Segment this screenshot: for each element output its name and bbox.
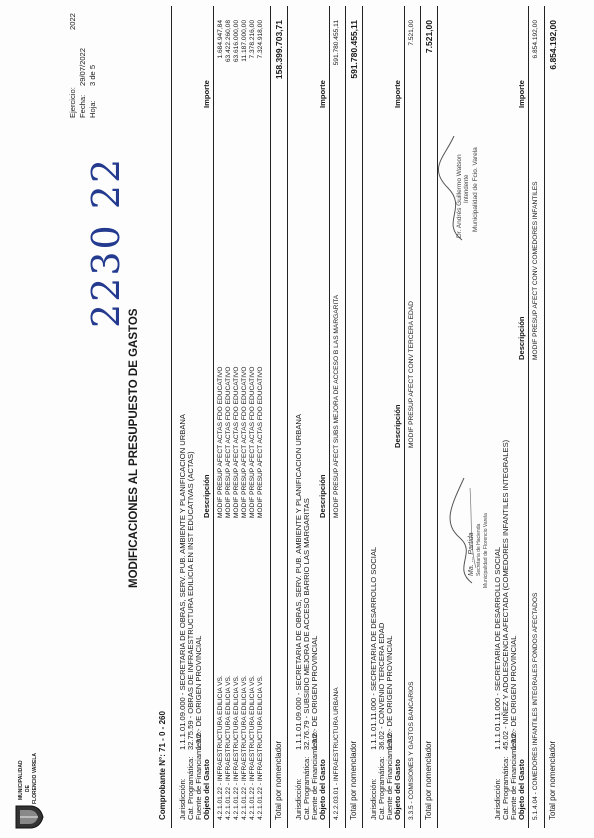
fuente-label: Fuente de Financiamiento:: [194, 730, 203, 820]
table-row-importe: 7.521,00: [408, 20, 415, 46]
section2-total: 591.780.455,11: [349, 20, 359, 79]
table-row-descripcion: MODIF PRESUP AFECT ACTAS FDO EDUCATIVO: [257, 366, 264, 518]
objeto-header: Objeto del Gasto: [393, 759, 402, 820]
table-row-descripcion: MODIF PRESUP AFECT SUBS MEJORA DE ACCESO B LAS MARGARITA: [333, 294, 340, 518]
comprobante-label: Comprobante N°:: [158, 754, 167, 820]
descripcion-header: Descripción: [393, 404, 402, 448]
header-divider: [171, 6, 172, 828]
table-row-importe: 63.422.260,08: [225, 20, 232, 63]
section3-jurisdiccion: 1.1.1.01.11.000 - SECRETARIA DE DESARROLLO SOCIAL: [369, 546, 378, 750]
comprobante-value: 71 - 0 - 260: [158, 711, 167, 752]
section3-fuente: 1.3.2 - DE ORIGEN PROVINCIAL: [385, 635, 394, 750]
section1-total: 158.399.703,71: [274, 20, 284, 80]
signature-right-line-3: Municipalidad de Fcio. Varela: [472, 147, 479, 232]
section3-total: 7.521,00: [424, 20, 434, 54]
table-row-importe: 7.324.918,00: [257, 20, 264, 59]
section2-header-divider: [329, 6, 330, 828]
total-por-nomenclador-label: Total por nomenclador: [424, 740, 433, 820]
table-row-objeto: 4.2.2.03.01 - INFRAESTRUCTURA URBANA: [333, 687, 340, 820]
section2-end-divider: [362, 6, 363, 828]
section3-header-divider: [404, 6, 405, 828]
page-title: MODIFICACIONES AL PRESUPUESTO DE GASTOS: [128, 308, 140, 588]
section1-end-divider: [287, 6, 288, 828]
section4-cat-programatica: 45.02 - NIÑEZ Y ADOLESCENCIA AFECTADA (COMEDORES INFANTILES INTEGRALES): [501, 439, 510, 750]
objeto-header: Objeto del Gasto: [202, 759, 211, 820]
fecha-value: 29/07/2022: [78, 47, 87, 86]
fuente-label: Fuente de Financiamiento:: [310, 730, 319, 820]
total-por-nomenclador-label: Total por nomenclador: [548, 740, 557, 820]
table-row-objeto: 3.3.5 - COMISIONES Y GASTOS BANCARIOS: [408, 681, 415, 820]
table-row-descripcion: MODIF PRESUP AFECT ACTAS FDO EDUCATIVO: [249, 366, 256, 518]
importe-header: Importe: [318, 80, 327, 108]
stamp-number: 2230 22: [84, 156, 128, 328]
section4-jurisdiccion: 1.1.1.01.11.000 - SECRETARIA DE DESARROLLO SOCIAL: [493, 546, 502, 750]
section1-fuente: 1.3.2 - DE ORIGEN PROVINCIAL: [194, 635, 203, 750]
table-row-objeto: 4.2.1.01.22 - INFRAESTRUCTURA EDILICIA VS.: [225, 675, 232, 820]
signature-left-line-3: Municipalidad de Florencio Varela: [483, 513, 489, 588]
section2-jurisdiccion: 1.1.1.01.09.000 - SECRETARIA DE OBRAS, SERV. PUB. AMBIENTE Y PLANIFICACION URBANA: [294, 414, 303, 750]
importe-header: Importe: [393, 80, 402, 108]
table-row-descripcion: MODIF PRESUP AFECT ACTAS FDO EDUCATIVO: [233, 366, 240, 518]
section2-cat-programatica: 32.76.79 - SUBSIDIO MEJORA DE ACCESO BARRIO LAS MARGARITAS: [302, 498, 311, 750]
org-line-1: MUNICIPALIDAD: [18, 760, 24, 800]
table-row-importe: 591.780.455,11: [333, 20, 340, 66]
signature-left-line-1: Ma. ... Partida: [468, 532, 475, 576]
section3-cat-programatica: 36.02 - CONVENIO TERCERA EDAD: [377, 622, 386, 750]
org-line-3: FLORENCIO VARELA: [32, 752, 38, 804]
table-row-objeto: 4.2.1.01.22 - INFRAESTRUCTURA EDILICIA VS.: [249, 675, 256, 820]
cat-programatica-label: Cat. Programática:: [377, 756, 386, 820]
table-row-importe: 1.684.947,84: [217, 20, 224, 59]
table-row-descripcion: MODIF PRESUP AFECT ACTAS FDO EDUCATIVO: [217, 366, 224, 518]
table-row-importe: 63.616.000,00: [233, 20, 240, 63]
table-row-descripcion: MODIF PRESUP AFECT CONV TERCERA EDAD: [408, 301, 415, 448]
section4-total: 6.854.192,00: [548, 20, 558, 70]
section4-header-divider: [528, 6, 529, 828]
section4-fuente: 1.3.2 - DE ORIGEN PROVINCIAL: [509, 635, 518, 750]
jurisdiccion-label: Jurisdicción:: [369, 778, 378, 820]
municipal-shield-icon: [14, 804, 44, 830]
section2-total-divider: [345, 6, 346, 828]
section3-total-divider: [420, 6, 421, 828]
table-row-importe: 7.378.216,00: [249, 20, 256, 59]
cat-programatica-label: Cat. Programática:: [186, 756, 195, 820]
hoja-value: 3 de 5: [88, 64, 97, 86]
total-por-nomenclador-label: Total por nomenclador: [349, 740, 358, 820]
jurisdiccion-label: Jurisdicción:: [294, 778, 303, 820]
fecha-label: Fecha:: [78, 94, 87, 118]
section4-total-divider: [544, 6, 545, 828]
objeto-header: Objeto del Gasto: [318, 759, 327, 820]
section1-cat-programatica: 32.75.59 - OBRAS DE INFRAESTRUCTURA EDILICIA EN INST EDUCATIVAS (ACTAS): [186, 451, 195, 750]
jurisdiccion-label: Jurisdicción:: [493, 778, 502, 820]
table-row-objeto: 4.2.1.01.22 - INFRAESTRUCTURA EDILICIA VS.: [257, 675, 264, 820]
table-row-objeto: 4.2.1.01.22 - INFRAESTRUCTURA EDILICIA VS.: [233, 675, 240, 820]
ejercicio-value: 2022: [68, 13, 77, 30]
cat-programatica-label: Cat. Programática:: [501, 756, 510, 820]
signature-right-line-2: Intendente: [464, 174, 470, 203]
table-row-objeto: 5.1.4.04 - COMEDORES INFANTILES INTEGRALES FONDOS AFECTADOS: [532, 592, 539, 820]
descripcion-header: Descripción: [318, 474, 327, 518]
descripcion-header: Descripción: [202, 474, 211, 518]
hoja-label: Hoja:: [88, 100, 97, 118]
org-line-2: DE: [25, 785, 31, 792]
signature-left-line-2: Secretaria de Hacienda: [476, 523, 482, 576]
fuente-label: Fuente de Financiamiento:: [509, 730, 518, 820]
table-row-descripcion: MODIF PRESUP AFECT ACTAS FDO EDUCATIVO: [241, 366, 248, 518]
table-row-importe: 6.854.192,00: [532, 20, 539, 59]
cat-programatica-label: Cat. Programática:: [302, 756, 311, 820]
table-row-importe: 11.187.000,00: [241, 20, 248, 62]
table-row-objeto: 4.2.1.01.22 - INFRAESTRUCTURA EDILICIA VS.: [241, 675, 248, 820]
objeto-header: Objeto del Gasto: [517, 759, 526, 820]
total-por-nomenclador-label: Total por nomenclador: [274, 740, 283, 820]
jurisdiccion-label: Jurisdicción:: [178, 778, 187, 820]
ejercicio-label: Ejercicio:: [68, 87, 77, 118]
table-row-descripcion: MODIF PRESUP AFECT CONV COMEDORES INFANTILES: [532, 181, 539, 360]
section2-fuente: 1.3.2 - DE ORIGEN PROVINCIAL: [310, 635, 319, 750]
section1-total-divider: [270, 6, 271, 828]
fuente-label: Fuente de Financiamiento:: [385, 730, 394, 820]
signature-right-line-1: Dr. Andrés Guillermo Watson: [456, 154, 463, 238]
importe-header: Importe: [202, 80, 211, 108]
section1-header-divider: [213, 6, 214, 828]
descripcion-header: Descripción: [517, 316, 526, 360]
importe-header: Importe: [517, 80, 526, 108]
table-row-objeto: 4.2.1.01.22 - INFRAESTRUCTURA EDILICIA VS.: [217, 675, 224, 820]
table-row-descripcion: MODIF PRESUP AFECT ACTAS FDO EDUCATIVO: [225, 366, 232, 518]
section1-jurisdiccion: 1.1.1.01.09.000 - SECRETARIA DE OBRAS, SERV. PUB. AMBIENTE Y PLANIFICACION URBANA: [178, 414, 187, 750]
